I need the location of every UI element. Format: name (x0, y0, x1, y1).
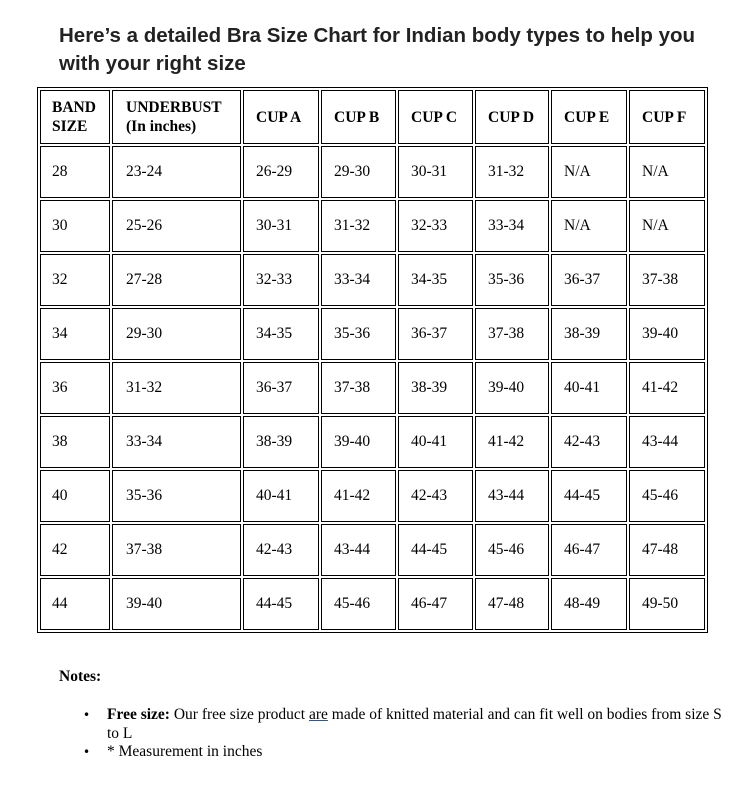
cell-cup-e: 36-37 (551, 254, 627, 306)
cell-cup-f: 41-42 (629, 362, 705, 414)
cell-cup-d: 45-46 (475, 524, 549, 576)
cell-underbust: 39-40 (112, 578, 241, 630)
cell-cup-b: 29-30 (321, 146, 396, 198)
header-cup-e: CUP E (551, 90, 627, 144)
cell-band-size: 42 (40, 524, 110, 576)
cell-cup-f: 39-40 (629, 308, 705, 360)
cell-cup-d: 47-48 (475, 578, 549, 630)
cell-cup-d: 33-34 (475, 200, 549, 252)
cell-underbust: 27-28 (112, 254, 241, 306)
cell-cup-a: 42-43 (243, 524, 319, 576)
cell-band-size: 40 (40, 470, 110, 522)
header-cup-a: CUP A (243, 90, 319, 144)
table-row (40, 416, 705, 468)
table-row (40, 524, 705, 576)
cell-cup-c: 34-35 (398, 254, 473, 306)
cell-cup-f: 43-44 (629, 416, 705, 468)
table-row (40, 146, 705, 198)
cell-cup-c: 46-47 (398, 578, 473, 630)
cell-cup-a: 30-31 (243, 200, 319, 252)
header-band-line2: SIZE (52, 118, 88, 135)
cell-cup-b: 33-34 (321, 254, 396, 306)
cell-cup-e: 42-43 (551, 416, 627, 468)
page-title: Here’s a detailed Bra Size Chart for Indian body types to help you with your right size (59, 24, 696, 75)
cell-cup-c: 36-37 (398, 308, 473, 360)
cell-cup-d: 31-32 (475, 146, 549, 198)
cell-cup-c: 38-39 (398, 362, 473, 414)
cell-cup-a: 34-35 (243, 308, 319, 360)
cell-cup-b: 41-42 (321, 470, 396, 522)
cell-underbust: 33-34 (112, 416, 241, 468)
bra-size-table (37, 87, 708, 633)
table-header-row (40, 90, 705, 144)
table-row (40, 200, 705, 252)
cell-band-size: 32 (40, 254, 110, 306)
cell-cup-f: N/A (629, 146, 705, 198)
cell-band-size: 28 (40, 146, 110, 198)
note-free-size-underlined: are (308, 706, 328, 723)
cell-cup-d: 35-36 (475, 254, 549, 306)
header-band-line1: BAND (52, 99, 96, 116)
cell-underbust: 25-26 (112, 200, 241, 252)
cell-underbust: 35-36 (112, 470, 241, 522)
cell-cup-d: 43-44 (475, 470, 549, 522)
cell-cup-f: 45-46 (629, 470, 705, 522)
cell-band-size: 36 (40, 362, 110, 414)
cell-cup-c: 44-45 (398, 524, 473, 576)
cell-cup-b: 43-44 (321, 524, 396, 576)
cell-cup-b: 35-36 (321, 308, 396, 360)
cell-cup-a: 32-33 (243, 254, 319, 306)
cell-cup-d: 37-38 (475, 308, 549, 360)
cell-cup-b: 31-32 (321, 200, 396, 252)
cell-underbust: 37-38 (112, 524, 241, 576)
table-body (40, 146, 705, 630)
note-measurement: • * Measurement in inches (107, 743, 727, 762)
header-underbust-line1: UNDERBUST (126, 99, 222, 116)
note-free-size-text-post: made of knitted material and can fit well on bodies from size S to L (107, 706, 722, 742)
notes-heading: Notes: (59, 668, 102, 685)
note-free-size (107, 706, 727, 743)
cell-cup-e: 40-41 (551, 362, 627, 414)
header-cup-c: CUP C (398, 90, 473, 144)
cell-cup-c: 42-43 (398, 470, 473, 522)
cell-cup-f: 49-50 (629, 578, 705, 630)
note-free-size-text-pre: Our free size product (169, 706, 309, 723)
cell-band-size: 30 (40, 200, 110, 252)
cell-cup-f: 47-48 (629, 524, 705, 576)
header-underbust-line2: (In inches) (126, 118, 197, 135)
table-row (40, 578, 705, 630)
note-free-size-label: Free size: (107, 706, 170, 723)
cell-band-size: 44 (40, 578, 110, 630)
cell-cup-c: 30-31 (398, 146, 473, 198)
cell-band-size: 38 (40, 416, 110, 468)
cell-cup-a: 38-39 (243, 416, 319, 468)
cell-cup-e: N/A (551, 200, 627, 252)
cell-underbust: 29-30 (112, 308, 241, 360)
table-row (40, 254, 705, 306)
cell-cup-b: 45-46 (321, 578, 396, 630)
table-row (40, 470, 705, 522)
cell-underbust: 23-24 (112, 146, 241, 198)
cell-cup-d: 39-40 (475, 362, 549, 414)
cell-cup-b: 39-40 (321, 416, 396, 468)
cell-cup-a: 40-41 (243, 470, 319, 522)
table-row (40, 308, 705, 360)
cell-underbust: 31-32 (112, 362, 241, 414)
cell-cup-e: 46-47 (551, 524, 627, 576)
header-band-size (40, 90, 110, 144)
cell-cup-f: 37-38 (629, 254, 705, 306)
table-row (40, 362, 705, 414)
cell-cup-a: 26-29 (243, 146, 319, 198)
header-cup-d: CUP D (475, 90, 549, 144)
cell-cup-e: N/A (551, 146, 627, 198)
cell-cup-e: 48-49 (551, 578, 627, 630)
cell-cup-e: 38-39 (551, 308, 627, 360)
cell-cup-c: 32-33 (398, 200, 473, 252)
cell-cup-b: 37-38 (321, 362, 396, 414)
header-underbust (112, 90, 241, 144)
cell-cup-a: 36-37 (243, 362, 319, 414)
cell-cup-f: N/A (629, 200, 705, 252)
header-cup-f: CUP F (629, 90, 705, 144)
cell-cup-a: 44-45 (243, 578, 319, 630)
notes-list (59, 706, 727, 762)
cell-cup-d: 41-42 (475, 416, 549, 468)
cell-cup-e: 44-45 (551, 470, 627, 522)
header-cup-b: CUP B (321, 90, 396, 144)
cell-band-size: 34 (40, 308, 110, 360)
cell-cup-c: 40-41 (398, 416, 473, 468)
